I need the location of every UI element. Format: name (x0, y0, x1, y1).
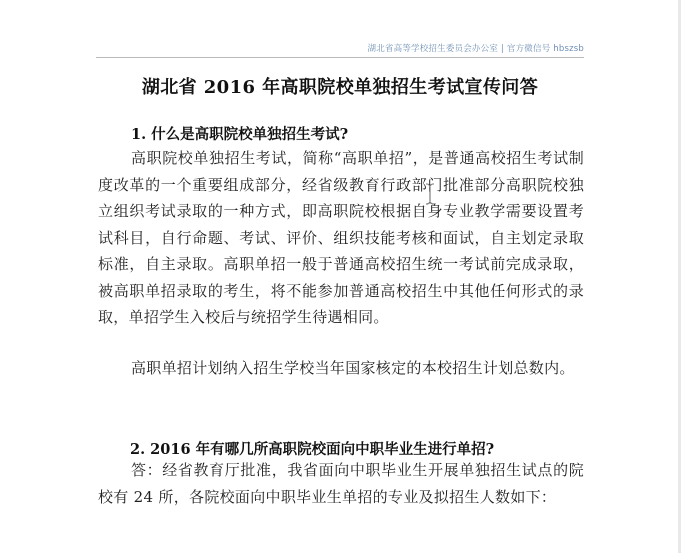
header-divider (96, 57, 584, 58)
section-1-heading: 1. 什么是高职院校单独招生考试? (131, 126, 349, 143)
document-title: 湖北省 2016 年高职院校单独招生考试宣传问答 (141, 77, 539, 98)
text-cursor-icon (424, 183, 436, 205)
page-header: 湖北省高等学校招生委员会办公室 | 官方微信号 hbszsb (367, 44, 584, 54)
section-2-paragraph-1: 答：经省教育厅批准，我省面向中职毕业生开展单独招生试点的院校有 24 所，各院校面向中职毕业生单招的专业及拟招生人数如下： (98, 461, 584, 506)
section-1-paragraph-2: 高职单招计划纳入招生学校当年国家核定的本校招生计划总数内。 (131, 359, 575, 377)
section-2-heading: 2. 2016 年有哪几所高职院校面向中职毕业生进行单招? (130, 441, 495, 458)
section-1-paragraph-1: 高职院校单独招生考试，简称“高职单招”，是普通高校招生考试制度改革的一个重要组成部分，经省级教育行政部门批准部分高职院校独立组织考试录取的一种方式，即高职院校根据自身专业教学需要设置考试科目，自行命题、考试、评价、组织技能考核和面试，自主划定录取标准，自主录取。高职单招一般于普通高校招生统一考试前完成录取，被高职单招录取的考生，将不能参加普通高校招生中其他任何形式的录取，单招学生入校后与统招学生待遇相同。 (98, 149, 584, 326)
